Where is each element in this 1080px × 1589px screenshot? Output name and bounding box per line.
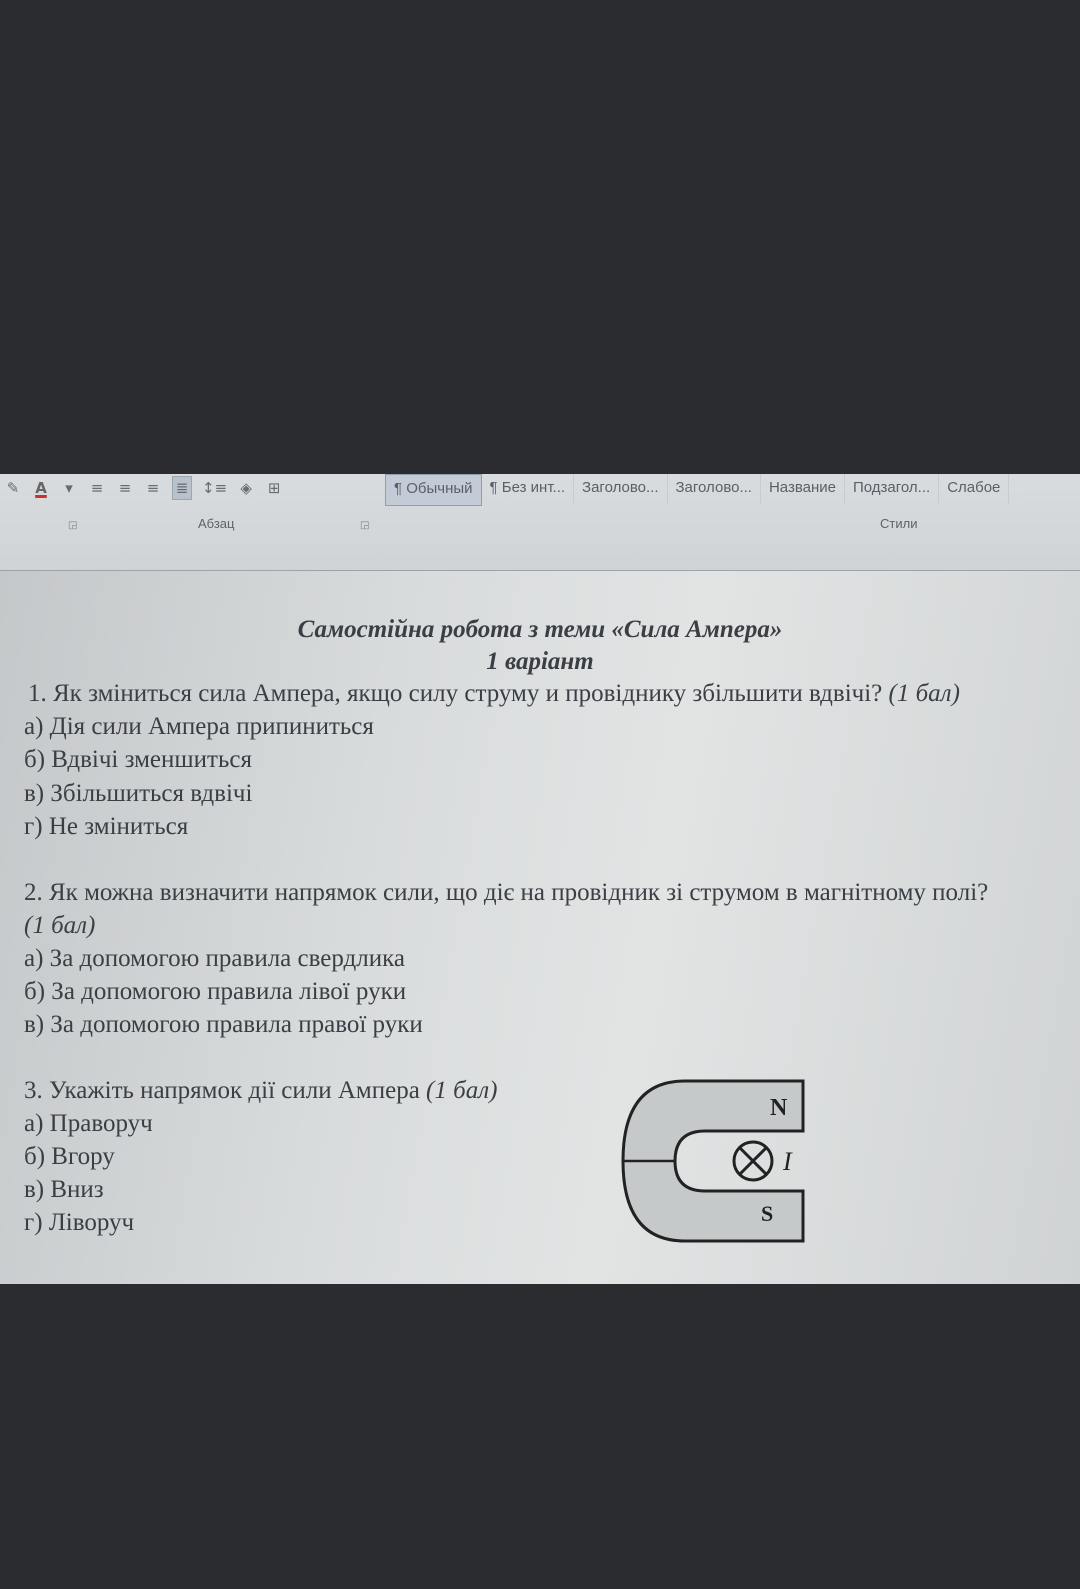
question-2-points: (1 бал) xyxy=(24,912,96,939)
styles-gallery xyxy=(385,474,1009,506)
q3-option-a: а) Праворуч xyxy=(24,1110,153,1137)
styles-group-label: Стили xyxy=(880,516,918,531)
variant-heading: 1 варіант xyxy=(486,648,594,675)
document-title: Самостійна робота з теми «Сила Ампера» xyxy=(297,616,783,643)
align-right-icon[interactable]: ≡ xyxy=(146,479,160,497)
q1-option-a: а) Дія сили Ампера припиниться xyxy=(24,713,374,740)
justify-icon[interactable]: ≣ xyxy=(172,476,192,500)
q1-option-d: г) Не зміниться xyxy=(24,813,189,840)
line-spacing-icon[interactable]: ↕≡ xyxy=(202,479,228,497)
font-color-icon[interactable]: A xyxy=(35,479,47,497)
q3-option-d: г) Ліворуч xyxy=(24,1209,135,1236)
paragraph-dialog-launcher-icon[interactable]: ◲ xyxy=(360,520,370,531)
style-subtitle[interactable]: Подзагол... xyxy=(845,474,939,504)
question-3 xyxy=(24,1077,497,1105)
paragraph-group-label: Абзац xyxy=(198,516,235,531)
q2-option-c: в) За допомогою правила правої руки xyxy=(24,1011,423,1038)
style-heading-1[interactable]: Заголово... xyxy=(574,474,667,504)
pole-south-label: S xyxy=(761,1201,774,1226)
style-normal[interactable]: ¶ Обычный xyxy=(385,474,482,506)
word-ribbon xyxy=(0,474,1080,571)
question-1-points: (1 бал) xyxy=(888,680,960,707)
dropdown-icon[interactable]: ▾ xyxy=(65,479,73,497)
document-page[interactable] xyxy=(0,570,1080,1284)
document-photo xyxy=(0,474,1080,1284)
style-subtle[interactable]: Слабое xyxy=(939,474,1009,504)
question-2-text: 2. Як можна визначити напрямок сили, що діє на провідник зі струмом в магнітному полі? xyxy=(24,879,989,906)
borders-icon[interactable]: ⊞ xyxy=(267,479,281,497)
current-label: I xyxy=(783,1147,792,1176)
q1-option-b: б) Вдвічі зменшиться xyxy=(24,746,252,773)
question-3-text: 3. Укажіть напрямок дії сили Ампера xyxy=(24,1077,420,1104)
question-1 xyxy=(28,680,960,708)
pole-north-label: N xyxy=(770,1095,788,1121)
align-center-icon[interactable]: ≡ xyxy=(118,479,132,497)
style-heading-2[interactable]: Заголово... xyxy=(668,474,761,504)
q3-option-b: б) Вгору xyxy=(24,1143,115,1170)
q3-option-c: в) Вниз xyxy=(24,1176,104,1203)
align-left-icon[interactable]: ≡ xyxy=(90,479,104,497)
font-dialog-launcher-icon[interactable]: ◲ xyxy=(68,520,78,531)
q2-option-a: а) За допомогою правила свердлика xyxy=(24,945,405,972)
question-3-points: (1 бал) xyxy=(426,1077,498,1104)
shading-icon[interactable]: ◈ xyxy=(240,479,252,497)
style-no-spacing[interactable]: ¶ Без инт... xyxy=(482,474,575,504)
style-title[interactable]: Название xyxy=(761,474,845,504)
q2-option-b: б) За допомогою правила лівої руки xyxy=(24,978,407,1005)
brush-icon[interactable]: ✎ xyxy=(6,479,20,497)
question-1-text: 1. Як зміниться сила Ампера, якщо силу струму и провіднику збільшити вдвічі? xyxy=(28,680,883,707)
q1-option-c: в) Збільшиться вдвічі xyxy=(24,780,253,807)
magnet-diagram xyxy=(620,1078,820,1248)
paragraph-toolbar xyxy=(0,474,283,502)
